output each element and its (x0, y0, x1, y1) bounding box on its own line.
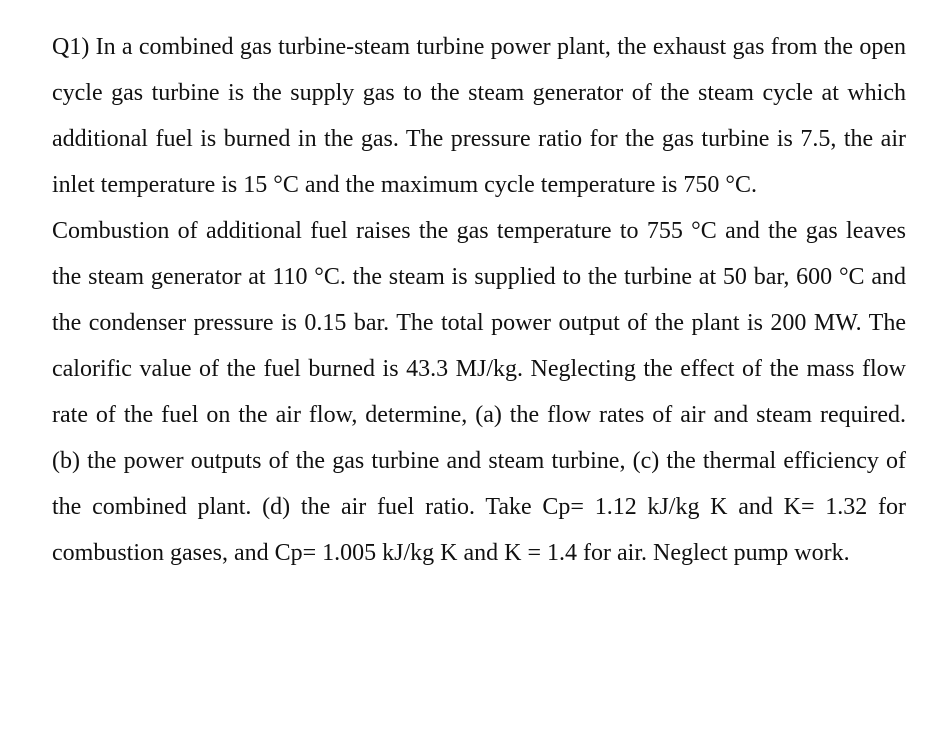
question-paragraph-1: Q1) In a combined gas turbine-steam turbine power plant, the exhaust gas from the open cycle gas turbine is the supply gas to the steam generator of the steam cycle at which additional fuel is burned in the gas. The pressure ratio for the gas turbine is 7.5, the air inlet temperature is 15 °C and the maximum cycle temperature is 750 °C. (52, 34, 906, 198)
question-document (52, 24, 906, 576)
question-paragraph-2: Combustion of additional fuel raises the gas temperature to 755 °C and the gas leaves the steam generator at 110 °C. the steam is supplied to the turbine at 50 bar, 600 °C and the condenser pressure is 0.15 bar. The total power output of the plant is 200 MW. The calorific value of the fuel burned is 43.3 MJ/kg. Neglecting the effect of the mass flow rate of the fuel on the air flow, determine, (a) the flow rates of air and steam required. (b) the power outputs of the gas turbine and steam turbine, (c) the thermal efficiency of the combined plant. (d) the air fuel ratio. Take Cp= 1.12 kJ/kg K and K= 1.32 for combustion gases, and Cp= 1.005 kJ/kg K and K = 1.4 for air. Neglect pump work. (52, 218, 906, 566)
